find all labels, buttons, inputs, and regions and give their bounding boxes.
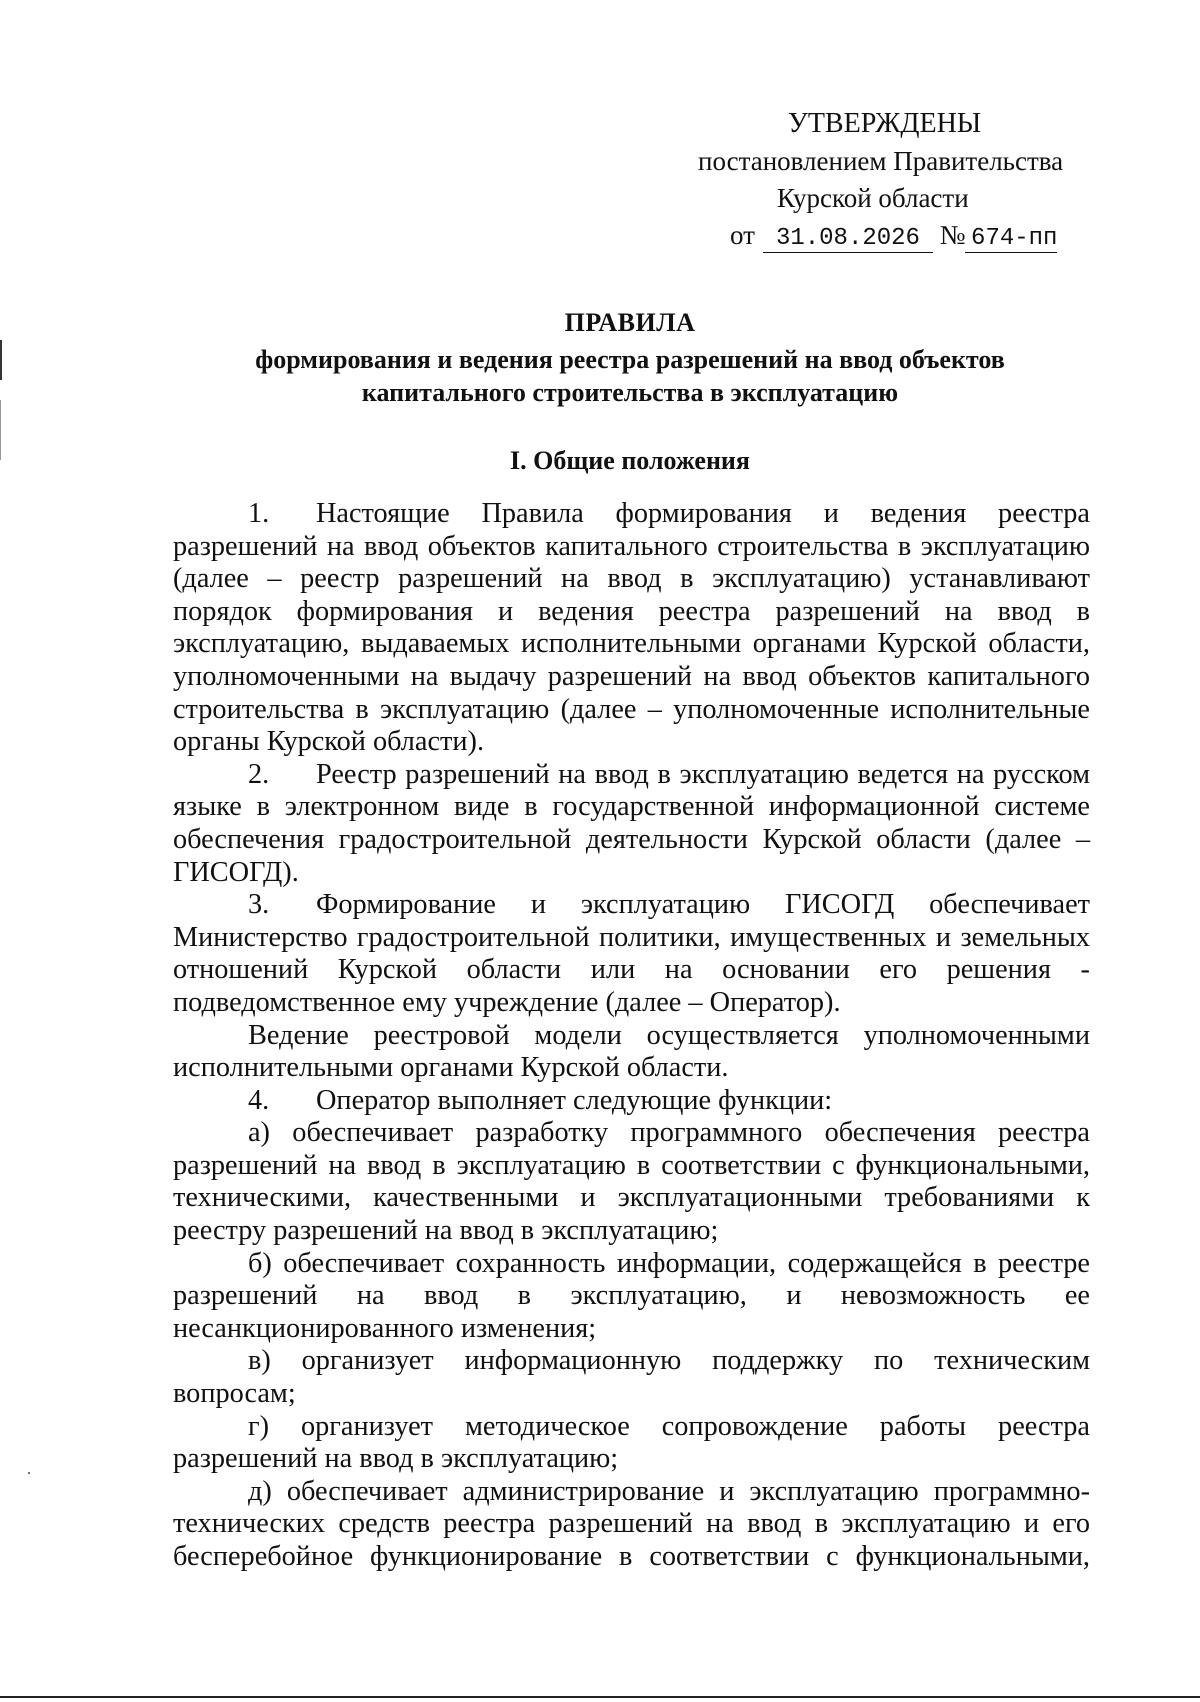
document-title: ПРАВИЛА	[564, 308, 696, 337]
list-item	[173, 1476, 1090, 1574]
list-item	[173, 1345, 1090, 1410]
list-item-text: б) обеспечивает сохранность информации, содержащейся в реестре разрешений на ввод в эксплуатацию, и невозможность ее несанкционированного изменения;	[173, 1247, 1090, 1344]
approval-date: 31.08.2026	[763, 226, 933, 253]
approval-title: УТВЕРЖДЕНЫ	[788, 108, 982, 139]
approval-stamp-block	[600, 108, 1200, 258]
list-item	[173, 1248, 1090, 1346]
document-body	[173, 498, 1090, 1574]
paragraph-text: Реестр разрешений на ввод в эксплуатацию ведется на русском языке в электронном виде в государственной информационной системе обеспечения градостроительной деятельности Курской области (далее – ГИСОГД).	[173, 758, 1090, 888]
approval-region-line: Курской области	[777, 183, 969, 213]
paragraph-number: 1.	[248, 498, 270, 529]
paragraph-number: 2.	[248, 758, 270, 790]
section-title: I. Общие положения	[510, 446, 750, 475]
scan-bottom-edge	[0, 1696, 1200, 1698]
list-item	[173, 1117, 1090, 1247]
date-prefix: от	[730, 220, 755, 250]
paragraph	[173, 1020, 1090, 1085]
scan-speck	[28, 1472, 30, 1474]
paragraph	[173, 759, 1090, 889]
approval-date-number-line	[730, 219, 1057, 253]
list-item-text: г) организует методическое сопровождение работы реестра разрешений на ввод в эксплуатацию;	[173, 1410, 1090, 1475]
scan-edge-mark	[0, 340, 2, 380]
paragraph-text: Формирование и эксплуатацию ГИСОГД обеспечивает Министерство градостроительной политики, имущественных и земельных отношений Курской области или на основании его решения - подведомственное ему учреждение (далее – Оператор).	[173, 889, 1090, 1018]
document-subtitle-line-2: капитального строительства в эксплуатацию	[361, 378, 899, 407]
paragraph	[173, 1085, 1090, 1118]
list-item-text: в) организует информационную поддержку по техническим вопросам;	[173, 1345, 1090, 1410]
list-item-text: а) обеспечивает разработку программного обеспечения реестра разрешений на ввод в эксплуатацию в соответствии с функциональными, техническими, качественными и эксплуатационными требованиями к реестру разрешений на ввод в эксплуатацию;	[173, 1117, 1090, 1247]
paragraph	[173, 498, 1090, 759]
paragraph-text: Оператор выполняет следующие функции:	[316, 1084, 833, 1116]
scan-edge-mark	[0, 400, 1, 460]
document-subtitle-line-1: формирования и ведения реестра разрешений на ввод объектов	[255, 345, 1005, 374]
number-prefix: №	[939, 220, 966, 250]
paragraph-number: 4.	[248, 1084, 270, 1116]
approval-resolution-line: постановлением Правительства	[698, 146, 1064, 176]
approval-number: 674-пп	[965, 226, 1057, 253]
paragraph-number: 3.	[248, 889, 270, 921]
paragraph	[173, 889, 1090, 1019]
paragraph-text: Ведение реестровой модели осуществляется уполномоченными исполнительными органами Курской области.	[173, 1019, 1090, 1084]
paragraph-text: Настоящие Правила формирования и ведения реестра разрешений на ввод объектов капитального строительства в эксплуатацию (далее – реестр разрешений на ввод в эксплуатацию) устанавливают порядок формирования и ведения реестра разрешений на ввод в эксплуатацию, выдаваемых исполнительными органами Курской области, уполномоченными на выдачу разрешений на ввод объектов капитального строительства в эксплуатацию (далее – уполномоченные исполнительные органы Курской области).	[173, 498, 1090, 758]
list-item-text: д) обеспечивает администрирование и эксплуатацию программно-технических средств реестра разрешений на ввод в эксплуатацию и его бесперебойное функционирование в соответствии с функциональными,	[173, 1475, 1090, 1572]
list-item	[173, 1411, 1090, 1476]
